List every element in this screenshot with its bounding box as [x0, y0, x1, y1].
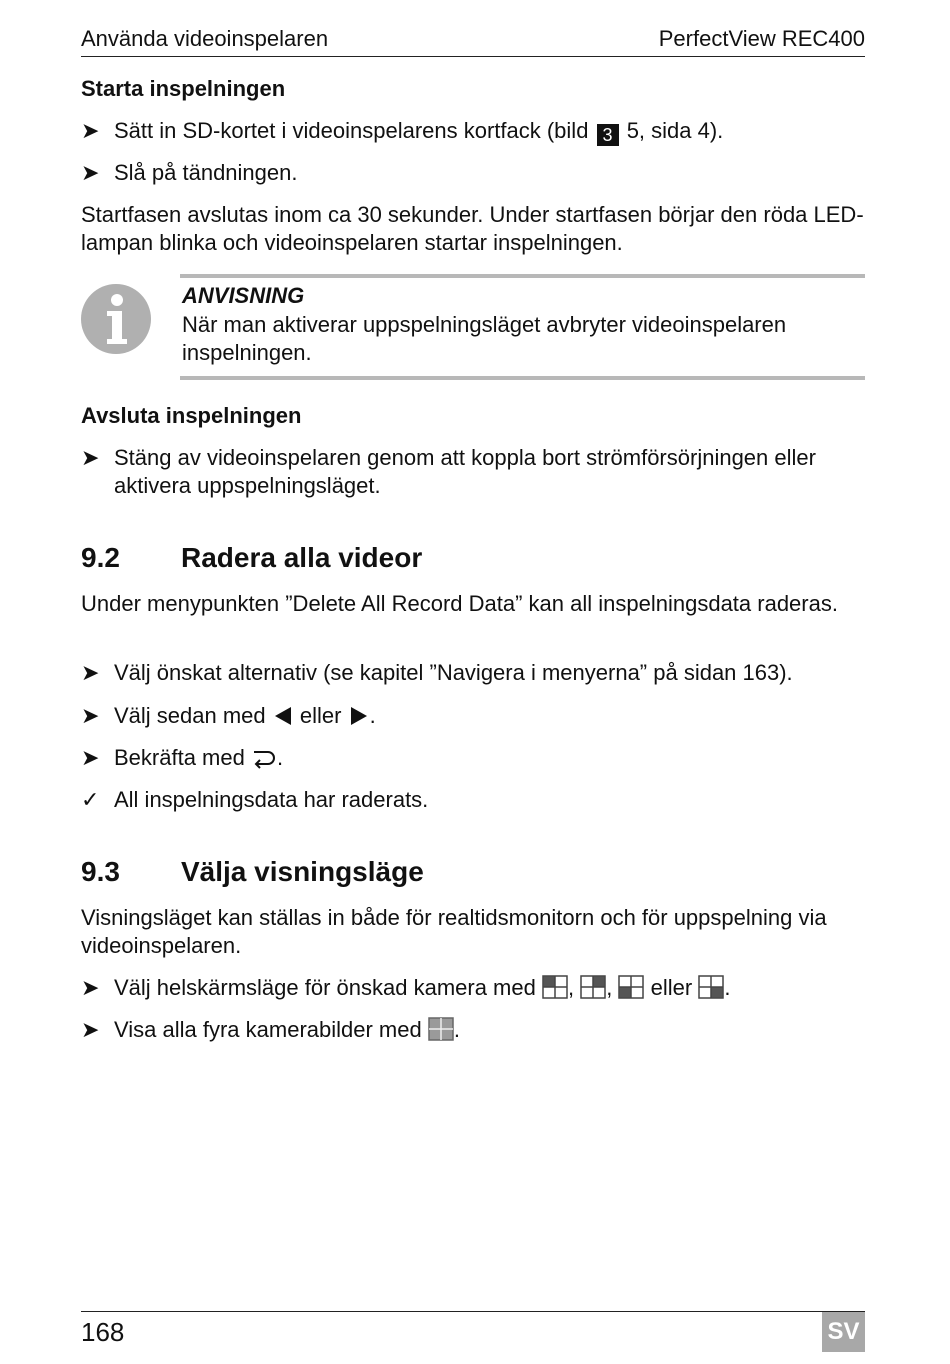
start-step-1-text: Sätt in SD-kortet i videoinspelarens kortfack (bild	[114, 118, 589, 143]
view-step-2-end: .	[453, 1017, 460, 1042]
delete-result-text: All inspelningsdata har raderats.	[114, 787, 429, 812]
stop-recording-heading: Avsluta inspelningen	[81, 403, 302, 428]
left-arrow-button-icon	[272, 705, 294, 727]
view-step-1-sep2: ,	[606, 975, 613, 1000]
arrow-bullet-icon: ➤	[81, 445, 100, 470]
arrow-bullet-icon: ➤	[81, 660, 100, 685]
quad-view-icon	[428, 1017, 454, 1041]
start-step-1-ref: 5, sida 4).	[626, 118, 724, 143]
delete-step-1-text: Välj önskat alternativ (se kapitel ”Navigera i menyerna” på sidan 163).	[114, 660, 793, 685]
view-step-1-text: Välj helskärmsläge för önskad kamera med	[114, 975, 536, 1000]
camera-2-view-icon	[580, 975, 606, 999]
arrow-bullet-icon: ➤	[81, 160, 100, 185]
arrow-bullet-icon: ➤	[81, 703, 100, 728]
section-title: Välja visningsläge	[181, 856, 424, 887]
right-arrow-button-icon	[348, 705, 370, 727]
page-number: 168	[81, 1317, 125, 1347]
footer-rule	[81, 1311, 865, 1312]
arrow-bullet-icon: ➤	[81, 745, 100, 770]
arrow-bullet-icon: ➤	[81, 975, 100, 1000]
section-number: 9.2	[81, 542, 120, 573]
view-step-1-sep1: ,	[567, 975, 575, 1000]
view-step-1-or: eller	[650, 975, 693, 1000]
check-mark-icon: ✓	[81, 787, 100, 812]
camera-4-view-icon	[698, 975, 724, 999]
camera-3-view-icon	[618, 975, 644, 999]
start-recording-heading: Starta inspelningen	[81, 76, 286, 101]
note-block	[180, 274, 865, 380]
figure-number-badge: 3	[597, 124, 619, 146]
language-tab: SV	[822, 1312, 865, 1352]
note-title: ANVISNING	[182, 283, 305, 308]
delete-result	[81, 786, 865, 814]
enter-return-icon	[251, 747, 277, 769]
section-9-3-paragraph: Visningsläget kan ställas in både för realtidsmonitorn och för uppspelning via videoinspelaren.	[81, 905, 827, 958]
camera-1-view-icon	[542, 975, 568, 999]
view-step-1	[81, 974, 865, 1002]
section-title: Radera alla videor	[181, 542, 423, 573]
stop-step-1-text: Stäng av videoinspelaren genom att koppla bort strömförsörjningen eller aktivera uppspelningsläget.	[114, 445, 816, 498]
arrow-bullet-icon: ➤	[81, 118, 100, 143]
note-text: När man aktiverar uppspelningsläget avbryter videoinspelaren inspelningen.	[182, 312, 787, 365]
delete-step-3	[81, 744, 865, 772]
start-step-1	[81, 117, 865, 146]
info-icon	[81, 284, 151, 354]
running-header	[81, 24, 865, 57]
section-number: 9.3	[81, 856, 120, 887]
header-chapter-title: Använda videoinspelaren	[81, 26, 329, 51]
delete-step-2-or: eller	[299, 703, 342, 728]
view-step-1-end: .	[724, 975, 731, 1000]
delete-step-2-text: Välj sedan med	[114, 703, 266, 728]
delete-step-1	[81, 659, 865, 687]
view-step-2-text: Visa alla fyra kamerabilder med	[114, 1017, 422, 1042]
arrow-bullet-icon: ➤	[81, 1017, 100, 1042]
delete-step-3-text: Bekräfta med	[114, 745, 245, 770]
start-step-2-text: Slå på tändningen.	[114, 160, 298, 185]
section-9-2-paragraph: Under menypunkten ”Delete All Record Data” kan all inspelningsdata raderas.	[81, 591, 838, 616]
view-step-2	[81, 1016, 865, 1044]
header-product-name: PerfectView REC400	[658, 26, 865, 51]
stop-step-1	[81, 444, 865, 500]
delete-step-2	[81, 702, 865, 730]
delete-step-2-end: .	[369, 703, 376, 728]
start-paragraph: Startfasen avslutas inom ca 30 sekunder. Under startfasen börjar den röda LED-lampan blinka och videoinspelaren startar inspelningen.	[81, 202, 864, 255]
start-step-2	[81, 159, 865, 187]
delete-step-3-end: .	[276, 745, 284, 770]
